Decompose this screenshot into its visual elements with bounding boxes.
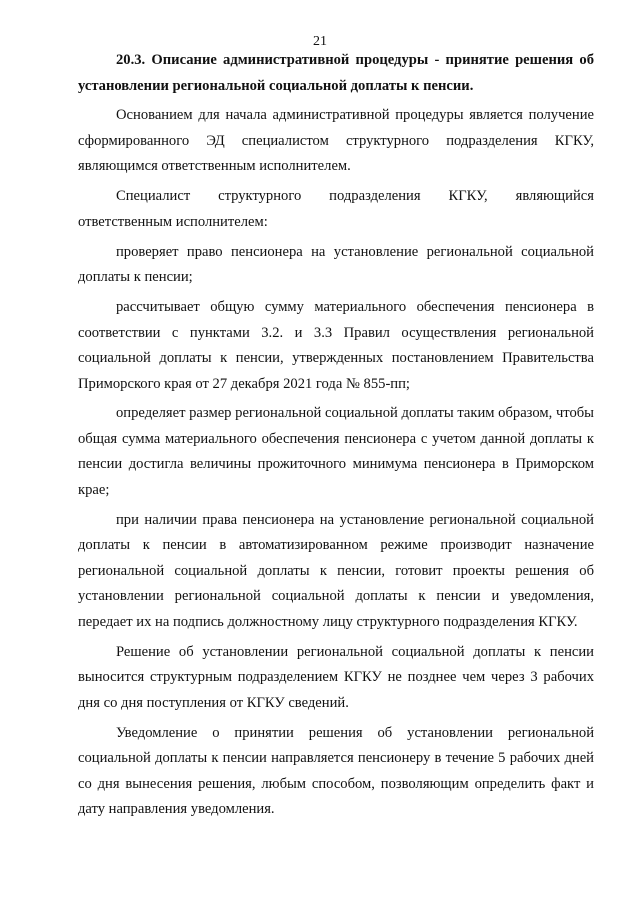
section-heading: 20.3. Описание административной процедуры - принятие решения об установлении региональной социальной доплаты к пенсии.: [78, 52, 594, 94]
paragraph-calculates-sum: рассчитывает общую сумму материального обеспечения пенсионера в соответствии с пунктами 3.2. и 3.3 Правил осуществления региональной социальной доплаты к пенсии, утвержденных постановлением Правительства Приморского края от 27 декабря 2021 года № 855-пп;: [78, 299, 594, 392]
paragraph-specialist: Специалист структурного подразделения КГКУ, являющийся ответственным исполнителем:: [78, 188, 594, 230]
paragraph-determines-amount: определяет размер региональной социальной доплаты таким образом, чтобы общая сумма материального обеспечения пенсионера с учетом данной доплаты к пенсии достигла величины прожиточного минимума пенсионера в Приморском крае;: [78, 405, 594, 498]
paragraph-decision-timing: Решение об установлении региональной социальной доплаты к пенсии выносится структурным подразделением КГКУ не позднее чем через 3 рабочих дня со дня поступления от КГКУ сведений.: [78, 643, 594, 711]
paragraph-assigns-payment: при наличии права пенсионера на установление региональной социальной доплаты к пенсии в автоматизированном режиме производит назначение региональной социальной доплаты к пенсии, готовит проекты решения об установлении региональной социальной доплаты к пенсии и уведомления, передает их на подпись должностному лицу структурного подразделения КГКУ.: [78, 511, 594, 630]
document-body: [78, 48, 594, 827]
paragraph-checks-right: проверяет право пенсионера на установление региональной социальной доплаты к пенсии;: [78, 243, 594, 286]
paragraph-basis: Основанием для начала административной процедуры является получение сформированного ЭД специалистом структурного подразделения КГКУ, являющимся ответственным исполнителем.: [78, 107, 594, 175]
page-number: 21: [313, 34, 327, 49]
paragraph-notification: Уведомление о принятии решения об установлении региональной социальной доплаты к пенсии направляется пенсионеру в течение 5 рабочих дней со дня вынесения решения, любым способом, позволяющим определить факт и дату направления уведомления.: [78, 724, 594, 818]
